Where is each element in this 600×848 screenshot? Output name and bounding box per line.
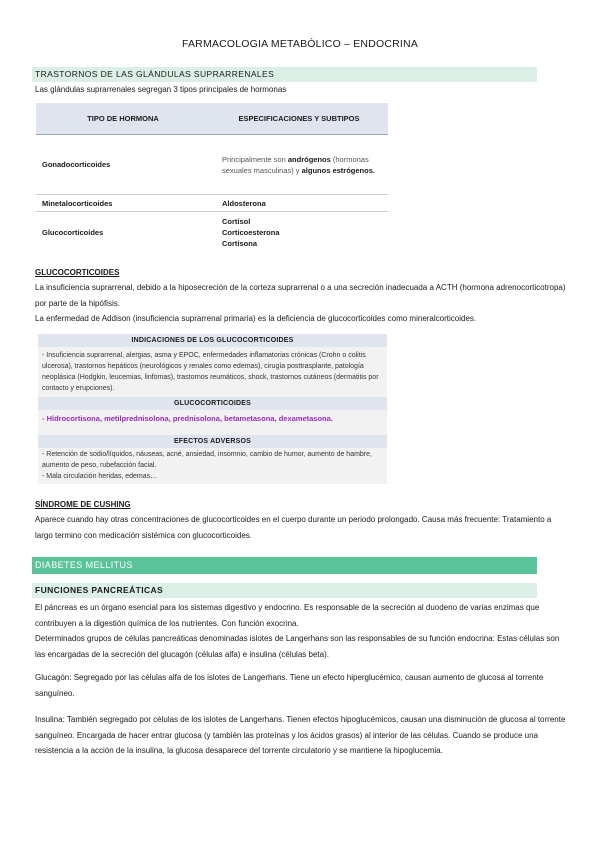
table-row (36, 135, 388, 195)
effects-text: - Mala circulación heridas, edemas… (42, 473, 158, 480)
spec-line: Cortisol (222, 217, 251, 227)
table-cell-spec (210, 135, 388, 195)
table-header-row (36, 103, 388, 135)
paragraph: Insulina: También segregado por células de los islotes de Langerhans. Tienen efectos hipoglucémicos, causan una disminución de glucosa al torrente sanguíneo. Encargada de hacer entrar glucosa (y también las proteínas y los ácidos grasos) al interior de las células. Cuando se produce una resistencia a la acción de la insulina, la glucosa desaparece del torrente circulatorio y se mantiene la hipoglucemia. (35, 715, 566, 755)
page-title: FARMACOLOGIA METABÓLICO – ENDOCRINA (181, 38, 419, 50)
table-cell-type: Gonadocorticoides (36, 135, 210, 195)
section-band-funciones: FUNCIONES PANCREÁTICAS (32, 583, 537, 598)
indications-text: - Insuficiencia suprarrenal, alergias, asma y EPOC, enfermedades inflamatorias crónicas (Crohn o colitis ulcerosa), trastornos hepáticos (neurológicos y renales como edemas), cirugía posttrasplante, patología neoplásica (Hodgkin, leucemias, linfomas), trastornos reumáticos, shock, trastornos cutáneos (dermatitis por contacto y erupciones). (42, 352, 379, 392)
table-cell-spec: Aldosterona (210, 195, 388, 212)
table-cell-spec (210, 212, 388, 254)
spec-line: Cortisona (222, 239, 258, 249)
table-cell-type: Glucocorticoides (36, 212, 210, 254)
table-header-type: TIPO DE HORMONA (36, 103, 210, 135)
hormones-table (36, 103, 388, 254)
table-cell-type: Minetalocorticoides (36, 195, 210, 212)
table-header-spec: ESPECIFICACIONES Y SUBTIPOS (210, 103, 388, 135)
spec-text: Principalmente son (222, 154, 288, 164)
paragraph: Aparece cuando hay otras concentraciones de glucocorticoides en el cuerpo durante un periodo prolongado. Causa más frecuente: Tratamiento a largo termino con medicación sistémica con glucocorticoides. (35, 515, 552, 540)
paragraph: Glucagón: Segregado por las células alfa de los islotes de Langerhans. Tiene un efecto hiperglucémico, causan aumento de glucosa al torrente sanguíneo. (35, 673, 544, 698)
spec-text-bold: andrógenos (287, 154, 331, 164)
spec-text-bold: algunos estrógenos. (301, 165, 375, 175)
section-band-suprarrenales: TRASTORNOS DE LAS GLÁNDULAS SUPRARRENALES (32, 67, 537, 82)
drugs-text: - Hidrocortisona, metilprednisolona, prednisolona, betametasona, dexametasona. (42, 414, 333, 423)
paragraph: El páncreas es un órgano esencial para los sistemas digestivo y endocrino. Es responsable de la secreción al duodeno de varias enzimas que contribuyen a la digestión química de los nutrientes. Con función exocrina. (35, 603, 540, 628)
spec-line: Corticoesterona (222, 228, 280, 238)
heading-cushing: SÍNDROME DE CUSHING (35, 500, 131, 509)
paragraph: La enfermedad de Addison (insuficiencia suprarrenal primaria) es la deficiencia de glucocorticoides como mineralcorticoides. (35, 314, 477, 323)
table-row (36, 212, 388, 254)
paragraph: Determinados grupos de células pancreáticas denominadas islotes de Langerhans son las responsables de su función endocrina: Estas células son las encargadas de la secreción del glucagón (células alfa) e insulina (células beta). (35, 634, 560, 659)
heading-glucocorticoides: GLUCOCORTICOIDES (35, 268, 120, 277)
intro-text: Las glándulas suprarrenales segregan 3 tipos principales de hormonas (35, 85, 287, 94)
table-row (36, 195, 388, 212)
panel-head-drugs: GLUCOCORTICOIDES (38, 397, 387, 410)
paragraph: La insuficiencia suprarrenal, debido a la hiposecreción de la corteza suprarrenal o a una secreción inadecuada a ACTH (hormona adrenocorticotropa) por parte de la hipófisis. (35, 283, 566, 308)
section-band-diabetes: DIABETES MELLITUS (32, 557, 537, 574)
effects-text: - Retención de sodio/líquidos, náuseas, acné, ansiedad, insomnio, cambio de humor, aumento de hambre, aumento de peso, rubefacción facial. (42, 451, 372, 469)
panel-head-indications: INDICACIONES DE LOS GLUCOCORTICOIDES (38, 334, 387, 347)
panel-head-effects: EFECTOS ADVERSOS (38, 435, 387, 448)
spec-text: (hormonas sexuales masculinas) y (222, 154, 369, 175)
